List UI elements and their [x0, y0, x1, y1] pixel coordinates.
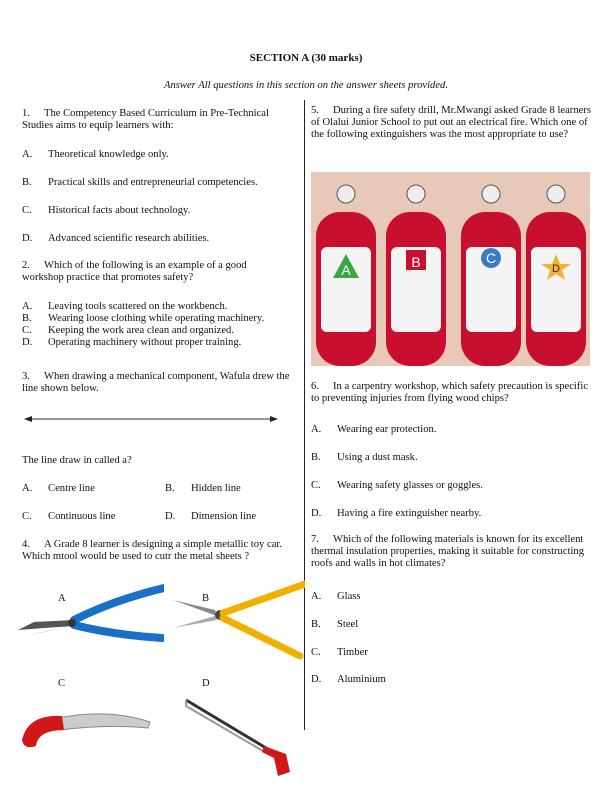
tin-snips-image: [14, 580, 164, 660]
option-text: Using a dust mask.: [337, 452, 418, 463]
option-text: Centre line: [48, 483, 95, 494]
question-7: [311, 534, 596, 570]
question-4: [22, 539, 302, 563]
question-3: [22, 371, 292, 395]
option-text: Having a fire extinguisher nearby.: [337, 508, 482, 519]
question-number: 7.: [311, 534, 319, 545]
q3-option-d[interactable]: [165, 511, 256, 523]
q6-option-b[interactable]: [311, 452, 418, 464]
option-letter: D.: [165, 511, 176, 522]
option-text: Dimension line: [191, 511, 257, 522]
q1-option-d[interactable]: [22, 233, 209, 245]
option-text: Leaving tools scattered on the workbench.: [48, 301, 228, 312]
option-text: Hidden line: [191, 483, 241, 494]
option-text: Historical facts about technology.: [48, 205, 191, 216]
q2-option-b[interactable]: [22, 313, 264, 325]
q1-option-c[interactable]: [22, 205, 190, 217]
hedge-shears-image: [165, 580, 305, 660]
option-letter: C.: [22, 511, 32, 522]
label-d: D: [552, 263, 560, 275]
q3-option-a[interactable]: [22, 483, 95, 495]
option-text: Theoretical knowledge only.: [48, 149, 169, 160]
q1-option-b[interactable]: [22, 177, 258, 189]
q2-option-c[interactable]: [22, 325, 234, 337]
q7-option-b[interactable]: [311, 619, 358, 631]
section-title: SECTION A (30 marks): [249, 52, 363, 64]
option-text: Steel: [337, 619, 359, 630]
question-number: 2.: [22, 260, 30, 271]
instructions: Answer All questions in this section on the answer sheets provided.: [164, 80, 448, 91]
q3-follow-up: The line draw in called a?: [22, 455, 132, 466]
option-letter: D.: [311, 508, 322, 519]
option-letter: A.: [311, 591, 322, 602]
option-text: Wearing loose clothing while operating machinery.: [48, 313, 265, 324]
option-letter: D.: [22, 233, 33, 244]
option-letter: C.: [22, 205, 32, 216]
option-letter: C.: [311, 647, 321, 658]
q2-option-a[interactable]: [22, 301, 227, 313]
question-text: Which of the following is an example of a good workshop practice that promotes safety?: [22, 260, 247, 283]
double-arrow-line-figure: [20, 412, 282, 426]
question-text: In a carpentry workshop, which safety precaution is specific to preventing injuries from flying wood chips?: [311, 381, 589, 404]
option-letter: A.: [22, 301, 33, 312]
option-text: Aluminium: [337, 674, 386, 685]
option-text: Keeping the work area clean and organized.: [48, 325, 234, 336]
option-letter: A.: [22, 149, 33, 160]
label-c: C: [485, 250, 497, 266]
option-letter: B.: [22, 177, 32, 188]
hacksaw-image: [178, 692, 298, 782]
question-text: A Grade 8 learner is designing a simple metallic toy car. Which mtool would be used to cutr the metal sheets ?: [22, 539, 282, 562]
tool-label-d: D: [202, 678, 210, 689]
tool-label-a: A: [58, 593, 66, 604]
option-letter: B.: [22, 313, 32, 324]
q6-option-d[interactable]: [311, 508, 481, 520]
question-number: 5.: [311, 105, 319, 116]
fire-extinguishers-image: [311, 172, 590, 366]
question-number: 1.: [22, 108, 30, 119]
option-letter: D.: [311, 674, 322, 685]
question-6: [311, 381, 596, 405]
question-text: During a fire safety drill, Mr.Mwangi asked Grade 8 learners of Olalui Junior School to put out an electrical fire. Which one of the following extinguishers was the most appropriate to use?: [311, 105, 591, 140]
option-letter: B.: [311, 452, 321, 463]
pruning-saw-image: [18, 700, 158, 750]
option-text: Wearing safety glasses or goggles.: [337, 480, 483, 491]
option-letter: C.: [22, 325, 32, 336]
option-text: Timber: [337, 647, 368, 658]
tool-label-b: B: [202, 593, 210, 604]
option-letter: A.: [22, 483, 33, 494]
q6-option-a[interactable]: [311, 424, 436, 436]
option-letter: A.: [311, 424, 322, 435]
option-text: Operating machinery without proper training.: [48, 337, 242, 348]
option-letter: D.: [22, 337, 33, 348]
question-text: The Competency Based Curriculum in Pre-Technical Studies aims to equip learners with:: [22, 108, 269, 131]
option-text: Glass: [337, 591, 361, 602]
label-a: A: [341, 262, 351, 278]
question-5: [311, 105, 596, 141]
tool-label-c: C: [58, 678, 66, 689]
q3-option-c[interactable]: [22, 511, 115, 523]
option-letter: B.: [311, 619, 321, 630]
question-number: 6.: [311, 381, 319, 392]
option-text: Advanced scientific research abilities.: [48, 233, 210, 244]
q7-option-d[interactable]: [311, 674, 386, 686]
question-text: Which of the following materials is known for its excellent thermal insulation properties, making it suitable for constructing roofs and walls in hot climates?: [311, 534, 585, 569]
q7-option-c[interactable]: [311, 647, 368, 659]
q6-option-c[interactable]: [311, 480, 483, 492]
q3-option-b[interactable]: [165, 483, 241, 495]
option-text: Practical skills and entrepreneurial competencies.: [48, 177, 258, 188]
option-letter: C.: [311, 480, 321, 491]
option-letter: B.: [165, 483, 175, 494]
q1-option-a[interactable]: [22, 149, 169, 161]
question-1: [22, 108, 302, 132]
question-number: 3.: [22, 371, 30, 382]
option-text: Continuous line: [48, 511, 116, 522]
question-2: [22, 260, 287, 284]
q7-option-a[interactable]: [311, 591, 361, 603]
option-text: Wearing ear protection.: [337, 424, 437, 435]
label-b: B: [411, 254, 421, 270]
q2-option-d[interactable]: [22, 337, 241, 349]
question-text: When drawing a mechanical component, Wafula drew the line shown below.: [22, 371, 290, 394]
question-number: 4.: [22, 539, 30, 550]
